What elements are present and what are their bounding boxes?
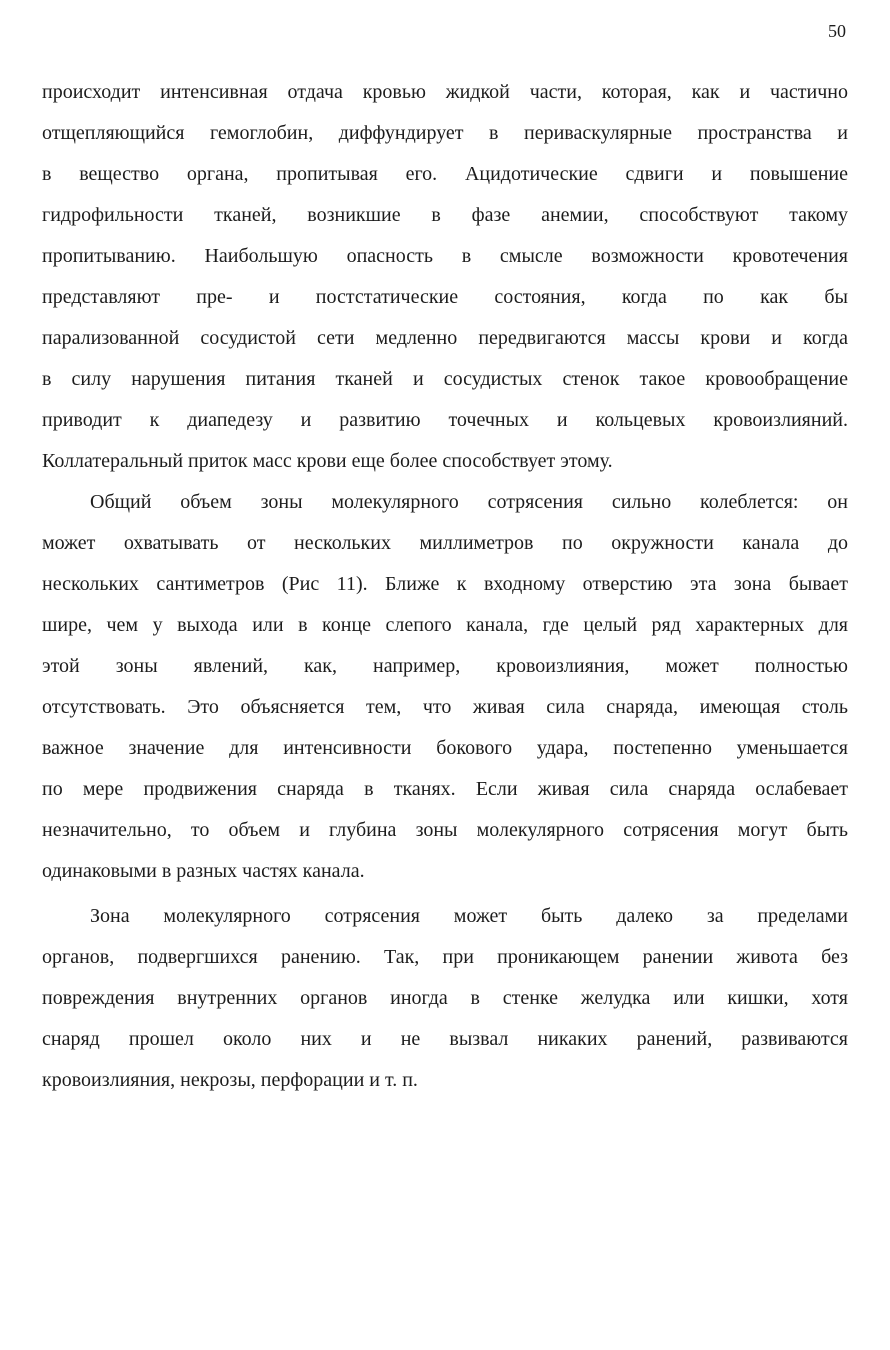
text-line: представляют пре- и постстатические состояния, когда по как бы bbox=[42, 286, 848, 308]
text-line: парализованной сосудистой сети медленно передвигаются массы крови и когда bbox=[42, 327, 848, 349]
text-line: по мере продвижения снаряда в тканях. Если живая сила снаряда ослабевает bbox=[42, 778, 848, 800]
text-line: важное значение для интенсивности бокового удара, постепенно уменьшается bbox=[42, 737, 848, 759]
text-line: гидрофильности тканей, возникшие в фазе анемии, способствуют такому bbox=[42, 204, 848, 226]
text-line: повреждения внутренних органов иногда в стенке желудка или кишки, хотя bbox=[42, 987, 848, 1009]
page-number: 50 bbox=[828, 21, 846, 41]
text-line: Коллатеральный приток масс крови еще более способствует этому. bbox=[42, 450, 613, 472]
text-line: может охватывать от нескольких миллиметров по окружности канала до bbox=[42, 532, 848, 554]
text-line: происходит интенсивная отдача кровью жидкой части, которая, как и частично bbox=[42, 81, 848, 103]
paragraph-2 bbox=[42, 482, 848, 892]
paragraph-3 bbox=[42, 896, 848, 1101]
text-line: Общий объем зоны молекулярного сотрясения сильно колеблется: он bbox=[90, 491, 848, 513]
text-line: органов, подвергшихся ранению. Так, при проникающем ранении живота без bbox=[42, 946, 848, 968]
paragraph-1 bbox=[42, 72, 848, 482]
text-line: снаряд прошел около них и не вызвал никаких ранений, развиваются bbox=[42, 1028, 848, 1050]
text-line: шире, чем у выхода или в конце слепого канала, где целый ряд характерных для bbox=[42, 614, 848, 636]
text-line: этой зоны явлений, как, например, кровоизлияния, может полностью bbox=[42, 655, 848, 677]
text-line: нескольких сантиметров (Рис 11). Ближе к входному отверстию эта зона бывает bbox=[42, 573, 848, 595]
text-line: приводит к диапедезу и развитию точечных и кольцевых кровоизлияний. bbox=[42, 409, 848, 431]
text-line: в силу нарушения питания тканей и сосудистых стенок такое кровообращение bbox=[42, 368, 848, 390]
text-line: в вещество органа, пропитывая его. Ацидотические сдвиги и повышение bbox=[42, 163, 848, 185]
text-line: одинаковыми в разных частях канала. bbox=[42, 860, 365, 882]
text-line: незначительно, то объем и глубина зоны молекулярного сотрясения могут быть bbox=[42, 819, 848, 841]
text-line: отщепляющийся гемоглобин, диффундирует в периваскулярные пространства и bbox=[42, 122, 848, 144]
text-line: Зона молекулярного сотрясения может быть далеко за пределами bbox=[90, 905, 848, 927]
text-line: кровоизлияния, некрозы, перфорации и т. п. bbox=[42, 1069, 418, 1091]
text-line: отсутствовать. Это объясняется тем, что живая сила снаряда, имеющая столь bbox=[42, 696, 848, 718]
text-line: пропитыванию. Наибольшую опасность в смысле возможности кровотечения bbox=[42, 245, 848, 267]
